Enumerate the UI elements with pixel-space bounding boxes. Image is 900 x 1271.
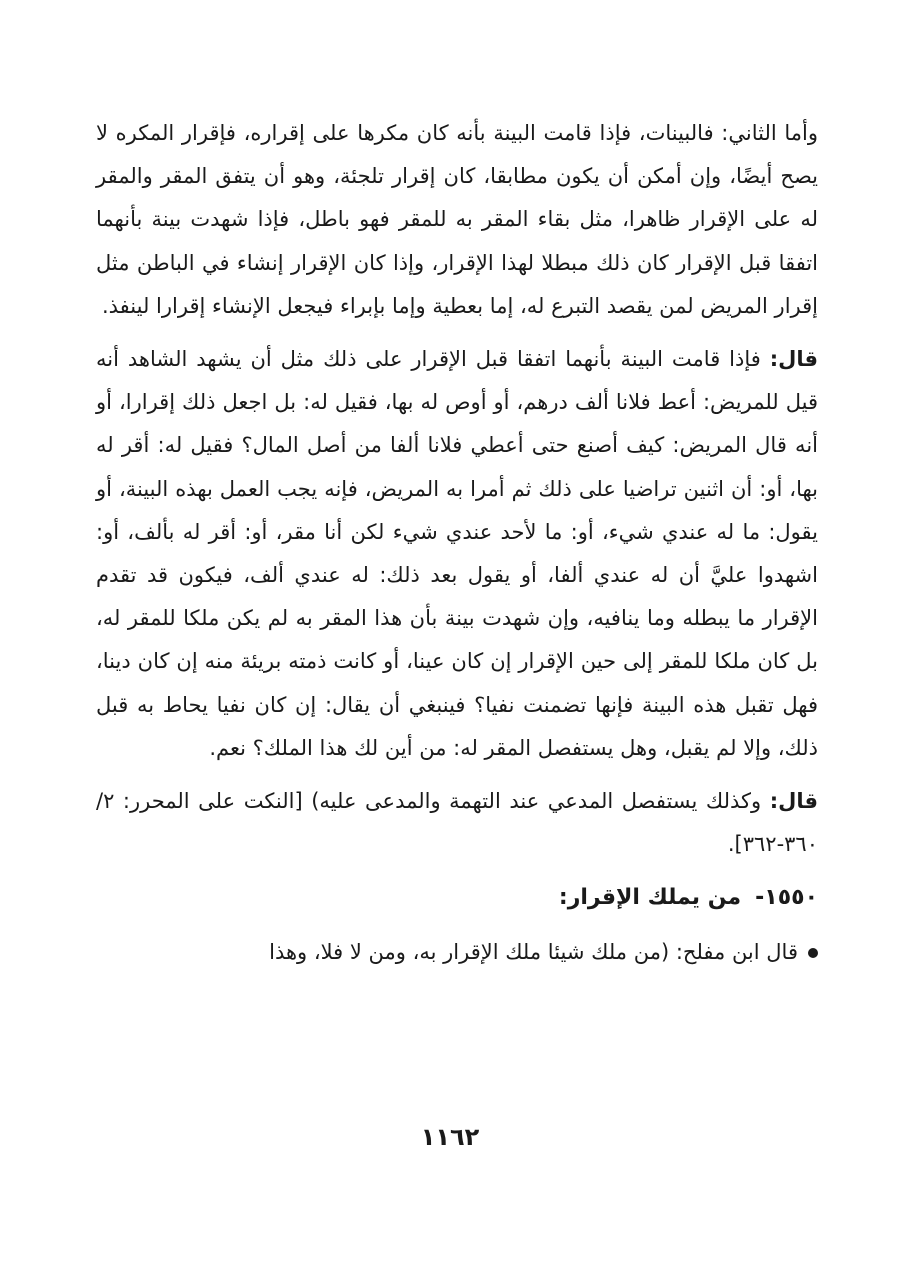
bullet-text: قال ابن مفلح: (من ملك شيئا ملك الإقرار به، ومن لا فلا، وهذا [269, 940, 798, 965]
section-title: من يملك الإقرار: [558, 885, 742, 911]
paragraph-3-text: وكذلك يستفصل المدعي عند التهمة والمدعى عليه) [النكت على المحرر: ٢/ ٣٦٠-٣٦٢]. [96, 789, 818, 857]
section-heading [96, 878, 818, 918]
section-number: ١٥٥٠- [755, 885, 818, 911]
paragraph-2-text: فإذا قامت البينة بأنهما اتفقا قبل الإقرار على ذلك مثل أن يشهد الشاهد أنه قيل للمريض: أعط فلانا ألف درهم، أو أوص له بها، فقيل له: بل اجعل ذلك إقرارا، أو أنه قال المريض: كيف أصنع حتى أعطي فلانا ألفا من أصل المال؟ فقيل له: أقر له بها، أو: أن اثنين تراضيا على ذلك ثم أمرا به المريض، فإنه يجب العمل بهذه البينة، أو يقول: ما له عندي شيء، أو: ما لأحد عندي شيء لكن أنا مقر، أو: أقر له بألف، أو: اشهدوا عليَّ أن له عندي ألفا، أو يقول بعد ذلك: له عندي ألف، فيكون قد تقدم الإقرار ما يبطله وما ينافيه، وإن شهدت بينة بأن هذا المقر به لم يكن ملكا للمقر له، بل كان ملكا للمقر إلى حين الإقرار إن كان عينا، أو كانت ذمته بريئة منه إن كان دينا، فهل تقبل هذه البينة فإنها تضمنت نفيا؟ فينبغي أن يقال: إن كان نفيا يحاط به قبل ذلك، وإلا لم يقبل، وهل يستفصل المقر له: من أين لك هذا الملك؟ نعم. [96, 347, 818, 760]
page-body [96, 112, 818, 993]
bullet-paragraph [96, 932, 818, 972]
page-number: ١١٦٢ [420, 1123, 480, 1151]
bullet-dot-icon [808, 948, 818, 958]
paragraph-3 [96, 780, 818, 866]
paragraph-1 [96, 112, 818, 328]
paragraph-2-label: قال: [769, 347, 818, 372]
paragraph-2 [96, 338, 818, 770]
paragraph-1-text: وأما الثاني: فالبينات، فإذا قامت البينة بأنه كان مكرها على إقراره، فإقرار المكره لا يصح أيضًا، وإن أمكن أن يكون مطابقا، كان إقرار تلجئة، وهو أن يتفق المقر والمقر له على الإقرار ظاهرا، مثل بقاء المقر به للمقر فهو باطل، فإذا شهدت بينة بأنهما اتفقا قبل الإقرار كان ذلك مبطلا لهذا الإقرار، وإذا كان الإقرار إنشاء في الباطن مثل إقرار المريض لمن يقصد التبرع له، إما بعطية وإما بإبراء فيجعل الإنشاء إقرارا لينفذ. [96, 121, 818, 318]
paragraph-3-label: قال: [769, 789, 818, 814]
